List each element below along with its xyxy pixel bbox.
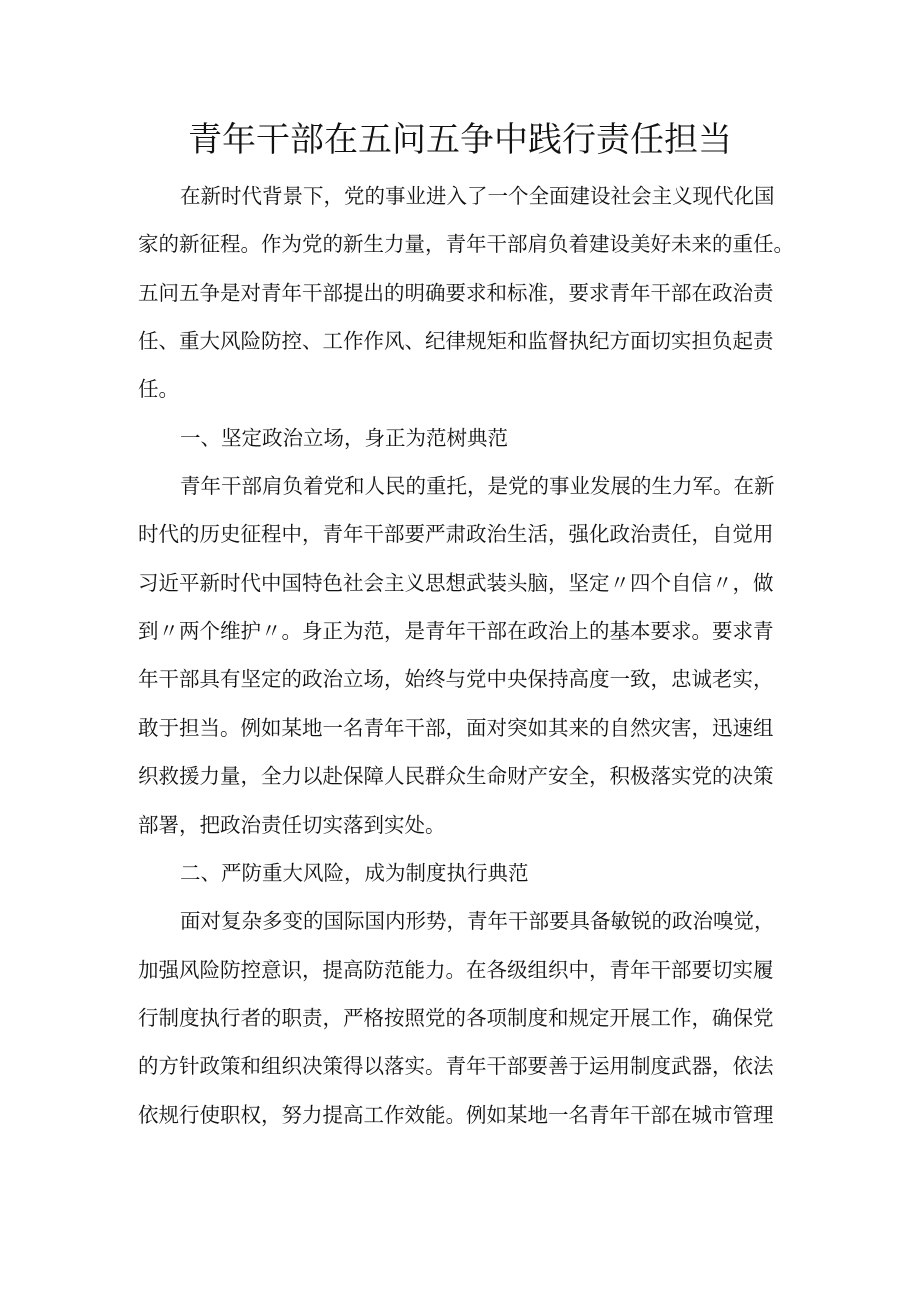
paragraph-line: 习近平新时代中国特色社会主义思想武装头脑，坚定〃四个自信〃，做	[138, 571, 774, 595]
paragraph-line: 青年干部肩负着党和人民的重托，是党的事业发展的生力军。在新	[180, 474, 775, 498]
paragraph-line: 年干部具有坚定的政治立场，始终与党中央保持高度一致，忠诚老实，	[138, 667, 774, 691]
paragraph-line: 家的新征程。作为党的新生力量，青年干部肩负着建设美好未来的重任。	[138, 232, 794, 256]
paragraph-line: 任、重大风险防控、工作作风、纪律规矩和监督执纪方面切实担负起责	[138, 329, 774, 353]
paragraph-line: 到〃两个维护〃。身正为范，是青年干部在政治上的基本要求。要求青	[138, 619, 774, 643]
paragraph-line: 行制度执行者的职责，严格按照党的各项制度和规定开展工作，确保党	[138, 1006, 774, 1030]
paragraph-line: 面对复杂多变的国际国内形势，青年干部要具备敏锐的政治嗅觉，	[180, 909, 775, 933]
paragraph-line: 织救援力量，全力以赴保障人民群众生命财产安全，积极落实党的决策	[138, 764, 774, 788]
document-title: 青年干部在五问五争中践行责任担当	[188, 120, 732, 160]
paragraph-line: 依规行使职权，努力提高工作效能。例如某地一名青年干部在城市管理	[138, 1103, 774, 1127]
paragraph-line: 时代的历史征程中，青年干部要严肃政治生活，强化政治责任，自觉用	[138, 522, 774, 546]
paragraph-line: 的方针政策和组织决策得以落实。青年干部要善于运用制度武器，依法	[138, 1054, 774, 1078]
paragraph-line: 任。	[138, 377, 179, 401]
paragraph-line: 在新时代背景下，党的事业进入了一个全面建设社会主义现代化国	[180, 184, 775, 208]
paragraph-line: 五问五争是对青年干部提出的明确要求和标准，要求青年干部在政治责	[138, 281, 774, 305]
paragraph-line: 敢于担当。例如某地一名青年干部，面对突如其来的自然灾害，迅速组	[138, 716, 774, 740]
section-heading-1: 一、坚定政治立场，身正为范树典范	[180, 426, 508, 450]
section-heading-2: 二、严防重大风险，成为制度执行典范	[180, 861, 529, 885]
paragraph-line: 部署，把政治责任切实落到实处。	[138, 813, 446, 837]
paragraph-line: 加强风险防控意识，提高防范能力。在各级组织中，青年干部要切实履	[138, 958, 774, 982]
